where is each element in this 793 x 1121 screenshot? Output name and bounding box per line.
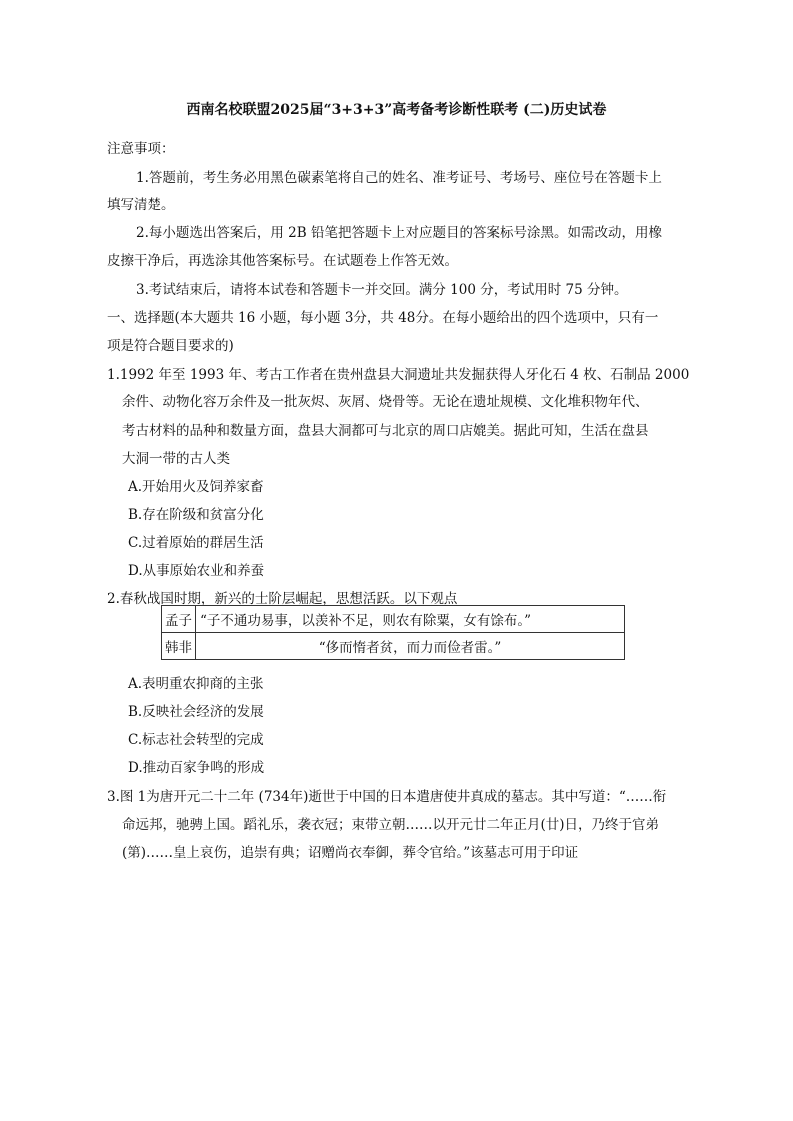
notice-item-1: 1.答题前，考生务必用黑色碳素笔将自己的姓名、准考证号、考场号、座位号在答题卡上	[136, 170, 662, 186]
table-row	[162, 606, 625, 633]
question-1-option-d: D.从事原始农业和养蚕	[128, 563, 265, 579]
quote-speaker: 孟子	[162, 606, 196, 633]
notice-item-2: 2.每小题选出答案后，用 2B 铅笔把答题卡上对应题目的答案标号涂黑。如需改动，用橡	[136, 225, 662, 241]
question-1-option-a: A.开始用火及饲养家畜	[128, 479, 264, 495]
question-2-option-b: B.反映社会经济的发展	[128, 704, 264, 720]
question-1-option-c: C.过着原始的群居生活	[128, 535, 264, 551]
question-3-stem-2: 命远邦，驰骋上国。蹈礼乐，袭衣冠；束带立朝……以开元廿二年正月(廿)日，乃终于官弟	[122, 817, 660, 833]
question-3-stem-3: (第)……皇上哀伤，追崇有典；诏赠尚衣奉御，葬令官给。”该墓志可用于印证	[122, 845, 579, 861]
question-2-option-d: D.推动百家争鸣的形成	[128, 760, 265, 776]
question-2-stem: 2.春秋战国时期，新兴的士阶层崛起，思想活跃。以下观点	[107, 591, 458, 607]
notice-item-3: 3.考试结束后，请将本试卷和答题卡一并交回。满分 100 分，考试用时 75 分钟。	[136, 282, 628, 298]
question-2-option-a: A.表明重农抑商的主张	[128, 676, 264, 692]
notice-heading: 注意事项：	[107, 141, 175, 157]
question-1-stem-3: 考古材料的品种和数量方面，盘县大洞都可与北京的周口店媲美。据此可知，生活在盘县	[122, 423, 649, 439]
quote-text: “侈而惰者贫，而力而俭者雷。”	[196, 633, 625, 660]
quote-text: “子不通功易事，以羡补不足，则农有除粟，女有馀布。”	[196, 606, 625, 633]
page-title: 西南名校联盟2025届“3+3+3”高考备考诊断性联考 (二)历史试卷	[186, 102, 607, 118]
question-1-option-b: B.存在阶级和贫富分化	[128, 507, 264, 523]
question-1-stem-4: 大洞一带的古人类	[122, 451, 230, 467]
notice-item-2-cont: 皮擦干净后，再选涂其他答案标号。在试题卷上作答无效。	[107, 253, 458, 269]
notice-item-1-cont: 填写清楚。	[107, 197, 175, 213]
question-2-option-c: C.标志社会转型的完成	[128, 732, 264, 748]
question-3-stem: 3.图 1为唐开元二十二年 (734年)逝世于中国的日本遣唐使井真成的墓志。其中写道：“……衔	[107, 789, 667, 805]
question-1-stem-2: 余件、动物化容万余件及一批灰烬、灰屑、烧骨等。无论在遗址规模、文化堆积物年代、	[122, 394, 649, 410]
table-row	[162, 633, 625, 660]
section-heading: 一、选择题(本大题共 16 小题，每小题 3分，共 48分。在每小题给出的四个选项中，只有一	[107, 310, 659, 326]
quote-table	[161, 605, 625, 660]
quote-speaker: 韩非	[162, 633, 196, 660]
question-1-stem: 1.1992 年至 1993 年、考古工作者在贵州盘县大洞遗址共发掘获得人牙化石 4 枚、石制品 2000	[107, 367, 690, 383]
section-heading-cont: 项是符合题目要求的)	[107, 338, 234, 354]
